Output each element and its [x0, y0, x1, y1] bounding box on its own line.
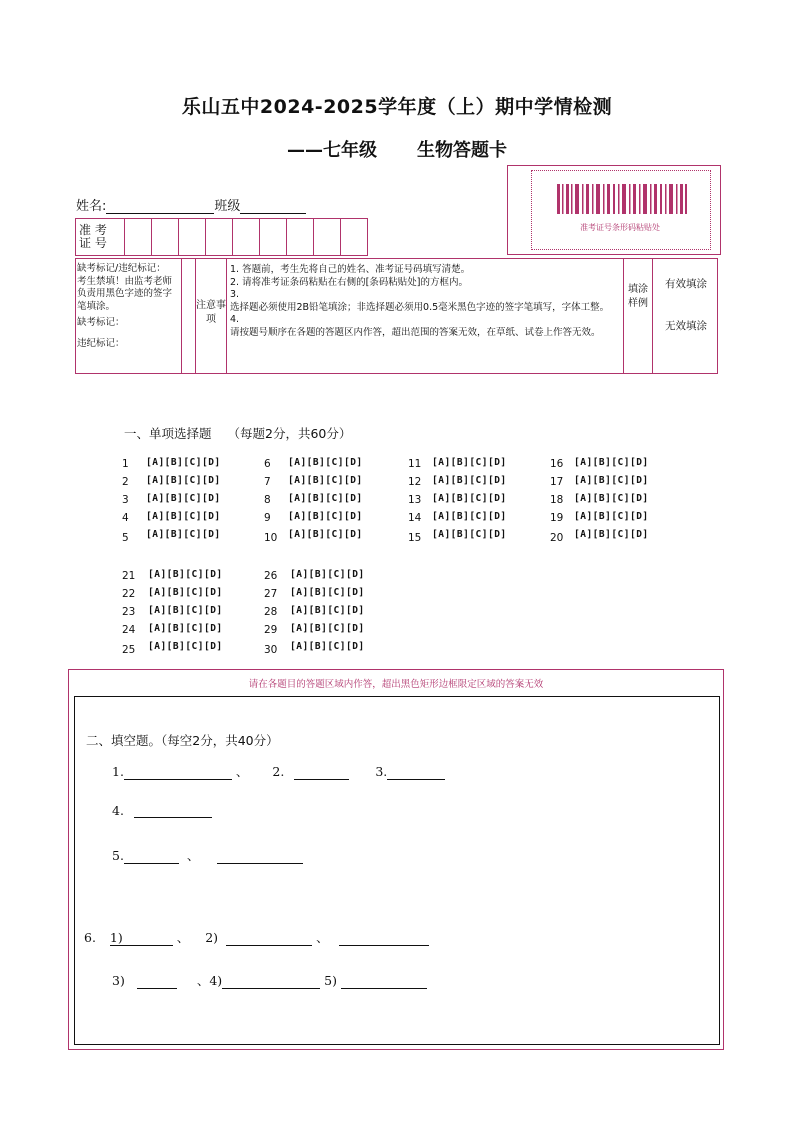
question-number: 19: [550, 512, 564, 524]
answer-area-warning: 请在各题目的答题区域内作答，超出黑色矩形边框限定区域的答案无效: [248, 679, 544, 690]
fill-row-1: [112, 762, 445, 780]
answer-options[interactable]: [A][B][C][D]: [290, 641, 365, 652]
q6-5-label: 5): [324, 973, 337, 988]
valid-fill-label: 有效填涂: [665, 278, 707, 290]
class-label: 班级: [214, 199, 241, 214]
question-number: 10: [264, 532, 278, 544]
answer-options[interactable]: [A][B][C][D]: [574, 493, 649, 504]
answer-options[interactable]: [A][B][C][D]: [432, 457, 507, 468]
q6-separator-a: 、: [176, 930, 190, 945]
question-number: 5: [122, 532, 129, 544]
q4-label: 4.: [112, 803, 124, 818]
fill-row-4: [112, 803, 212, 818]
absent-violation-desc: 考生禁填！由监考老师负责用黑色字迹的签字笔填涂。: [77, 275, 173, 312]
answer-options[interactable]: [A][B][C][D]: [148, 605, 223, 616]
answer-options[interactable]: [A][B][C][D]: [146, 457, 221, 468]
question-number: 16: [550, 458, 564, 470]
question-number: 6: [264, 458, 271, 470]
answer-options[interactable]: [A][B][C][D]: [574, 475, 649, 486]
section1-title: 一、单项选择题: [124, 426, 212, 441]
notice-item-4: 4.: [230, 314, 240, 325]
q6-label: 6.: [84, 930, 96, 945]
q3-blank[interactable]: [387, 767, 445, 780]
q6-2-blank[interactable]: [226, 933, 312, 946]
attention-label: 注意事项: [196, 300, 226, 325]
question-number: 21: [122, 570, 136, 582]
q3-label: 3.: [375, 764, 388, 779]
section2-heading: 二、填空题。（每空2分，共40分）: [86, 733, 279, 748]
question-number: 30: [264, 644, 278, 656]
subject-label: 生物答题卡: [417, 140, 507, 161]
answer-options[interactable]: [A][B][C][D]: [432, 475, 507, 486]
id-label-top: 准 考: [79, 223, 107, 237]
question-number: 2: [122, 476, 129, 488]
question-number: 22: [122, 588, 136, 600]
question-number: 13: [408, 494, 422, 506]
answer-options[interactable]: [A][B][C][D]: [432, 529, 507, 540]
answer-options[interactable]: [A][B][C][D]: [288, 529, 363, 540]
q6-3-label: 3): [112, 973, 125, 988]
name-label: 姓名:: [76, 199, 107, 214]
answer-options[interactable]: [A][B][C][D]: [288, 493, 363, 504]
answer-options[interactable]: [A][B][C][D]: [290, 623, 365, 634]
answer-options[interactable]: [A][B][C][D]: [288, 475, 363, 486]
answer-options[interactable]: [A][B][C][D]: [148, 569, 223, 580]
barcode-label: 准考证号条形码粘贴处: [580, 223, 660, 232]
q6-1-label: 1): [109, 930, 123, 945]
q2-label: 2.: [272, 764, 285, 779]
answer-options[interactable]: [A][B][C][D]: [148, 587, 223, 598]
question-number: 7: [264, 476, 271, 488]
answer-options[interactable]: [A][B][C][D]: [574, 457, 649, 468]
answer-options[interactable]: [A][B][C][D]: [288, 457, 363, 468]
question-number: 3: [122, 494, 129, 506]
answer-options[interactable]: [A][B][C][D]: [290, 569, 365, 580]
question-number: 27: [264, 588, 278, 600]
q4-blank[interactable]: [134, 805, 212, 818]
exam-title: 乐山五中2024-2025学年度（上）期中学情检测: [181, 96, 613, 118]
q2-blank[interactable]: [294, 767, 349, 780]
q5-label: 5.: [112, 848, 124, 863]
q5-separator: 、: [186, 848, 200, 863]
id-label-bottom: 证 号: [79, 236, 107, 250]
q6-2-label: 2): [205, 930, 219, 945]
question-number: 28: [264, 606, 278, 618]
question-number: 23: [122, 606, 136, 618]
answer-options[interactable]: [A][B][C][D]: [290, 587, 365, 598]
section1-score: （每题2分，共60分）: [227, 426, 352, 441]
answer-options[interactable]: [A][B][C][D]: [432, 511, 507, 522]
question-number: 1: [122, 458, 129, 470]
q5-blank-2[interactable]: [217, 851, 303, 864]
question-number: 9: [264, 512, 271, 524]
fill-row-6: [84, 928, 429, 946]
question-number: 25: [122, 644, 136, 656]
q1-label: 1.: [112, 764, 124, 779]
notice-item-4-text: 请按题号顺序在各题的答题区内作答，超出范围的答案无效，在草纸、试卷上作答无效。: [230, 326, 601, 338]
q6-separator-b: 、: [316, 930, 329, 945]
q1-separator: 、: [235, 764, 249, 779]
answer-options[interactable]: [A][B][C][D]: [574, 511, 649, 522]
question-number: 8: [264, 494, 271, 506]
answer-options[interactable]: [A][B][C][D]: [148, 641, 223, 652]
fill-row-6b: [112, 971, 427, 989]
q6-5-blank[interactable]: [341, 976, 427, 989]
question-number: 26: [264, 570, 278, 582]
question-number: 11: [408, 458, 422, 470]
fill-row-5: [112, 846, 303, 864]
fill-sample-label: 填涂样例: [628, 284, 648, 309]
notice-item-1: 1. 答题前，考生先将自己的姓名、准考证号码填写清楚。: [230, 264, 471, 275]
q5-blank-1[interactable]: [124, 851, 179, 864]
question-number: 12: [408, 476, 422, 488]
q6-1-blank[interactable]: [123, 933, 173, 946]
answer-options[interactable]: [A][B][C][D]: [288, 511, 363, 522]
answer-options[interactable]: [A][B][C][D]: [146, 511, 221, 522]
answer-options[interactable]: [A][B][C][D]: [148, 623, 223, 634]
notice-item-3-text: 选择题必须使用2B铅笔填涂；非选择题必须用0.5毫米黑色字迹的签字笔填写，字体工整。: [230, 301, 610, 313]
answer-options[interactable]: [A][B][C][D]: [290, 605, 365, 616]
q6-3-blank[interactable]: [137, 976, 177, 989]
question-number: 4: [122, 512, 129, 524]
violation-mark-label: 违纪标记：: [77, 337, 125, 349]
question-number: 24: [122, 624, 136, 636]
grade-label: ——七年级: [287, 140, 377, 161]
question-number: 20: [550, 532, 564, 544]
absent-violation-title: 缺考标记/违纪标记：: [77, 263, 166, 274]
question-number: 29: [264, 624, 278, 636]
invalid-fill-label: 无效填涂: [665, 320, 707, 332]
answer-options[interactable]: [A][B][C][D]: [574, 529, 649, 540]
notice-item-3: 3.: [230, 289, 240, 300]
question-number: 14: [408, 512, 422, 524]
q1-blank[interactable]: [124, 767, 232, 780]
answer-options[interactable]: [A][B][C][D]: [146, 529, 221, 540]
q6-4-blank[interactable]: [222, 976, 320, 989]
q6-3-blank-top[interactable]: [339, 933, 429, 946]
answer-options[interactable]: [A][B][C][D]: [146, 475, 221, 486]
notice-item-2: 2. 请将准考证条码粘贴在右侧的[条码粘贴处]的方框内。: [230, 276, 468, 288]
question-number: 18: [550, 494, 564, 506]
absent-mark-label: 缺考标记：: [77, 317, 125, 328]
answer-options[interactable]: [A][B][C][D]: [146, 493, 221, 504]
question-number: 17: [550, 476, 564, 488]
q6-4-label: 、4): [196, 973, 223, 988]
question-number: 15: [408, 532, 422, 544]
answer-options[interactable]: [A][B][C][D]: [432, 493, 507, 504]
